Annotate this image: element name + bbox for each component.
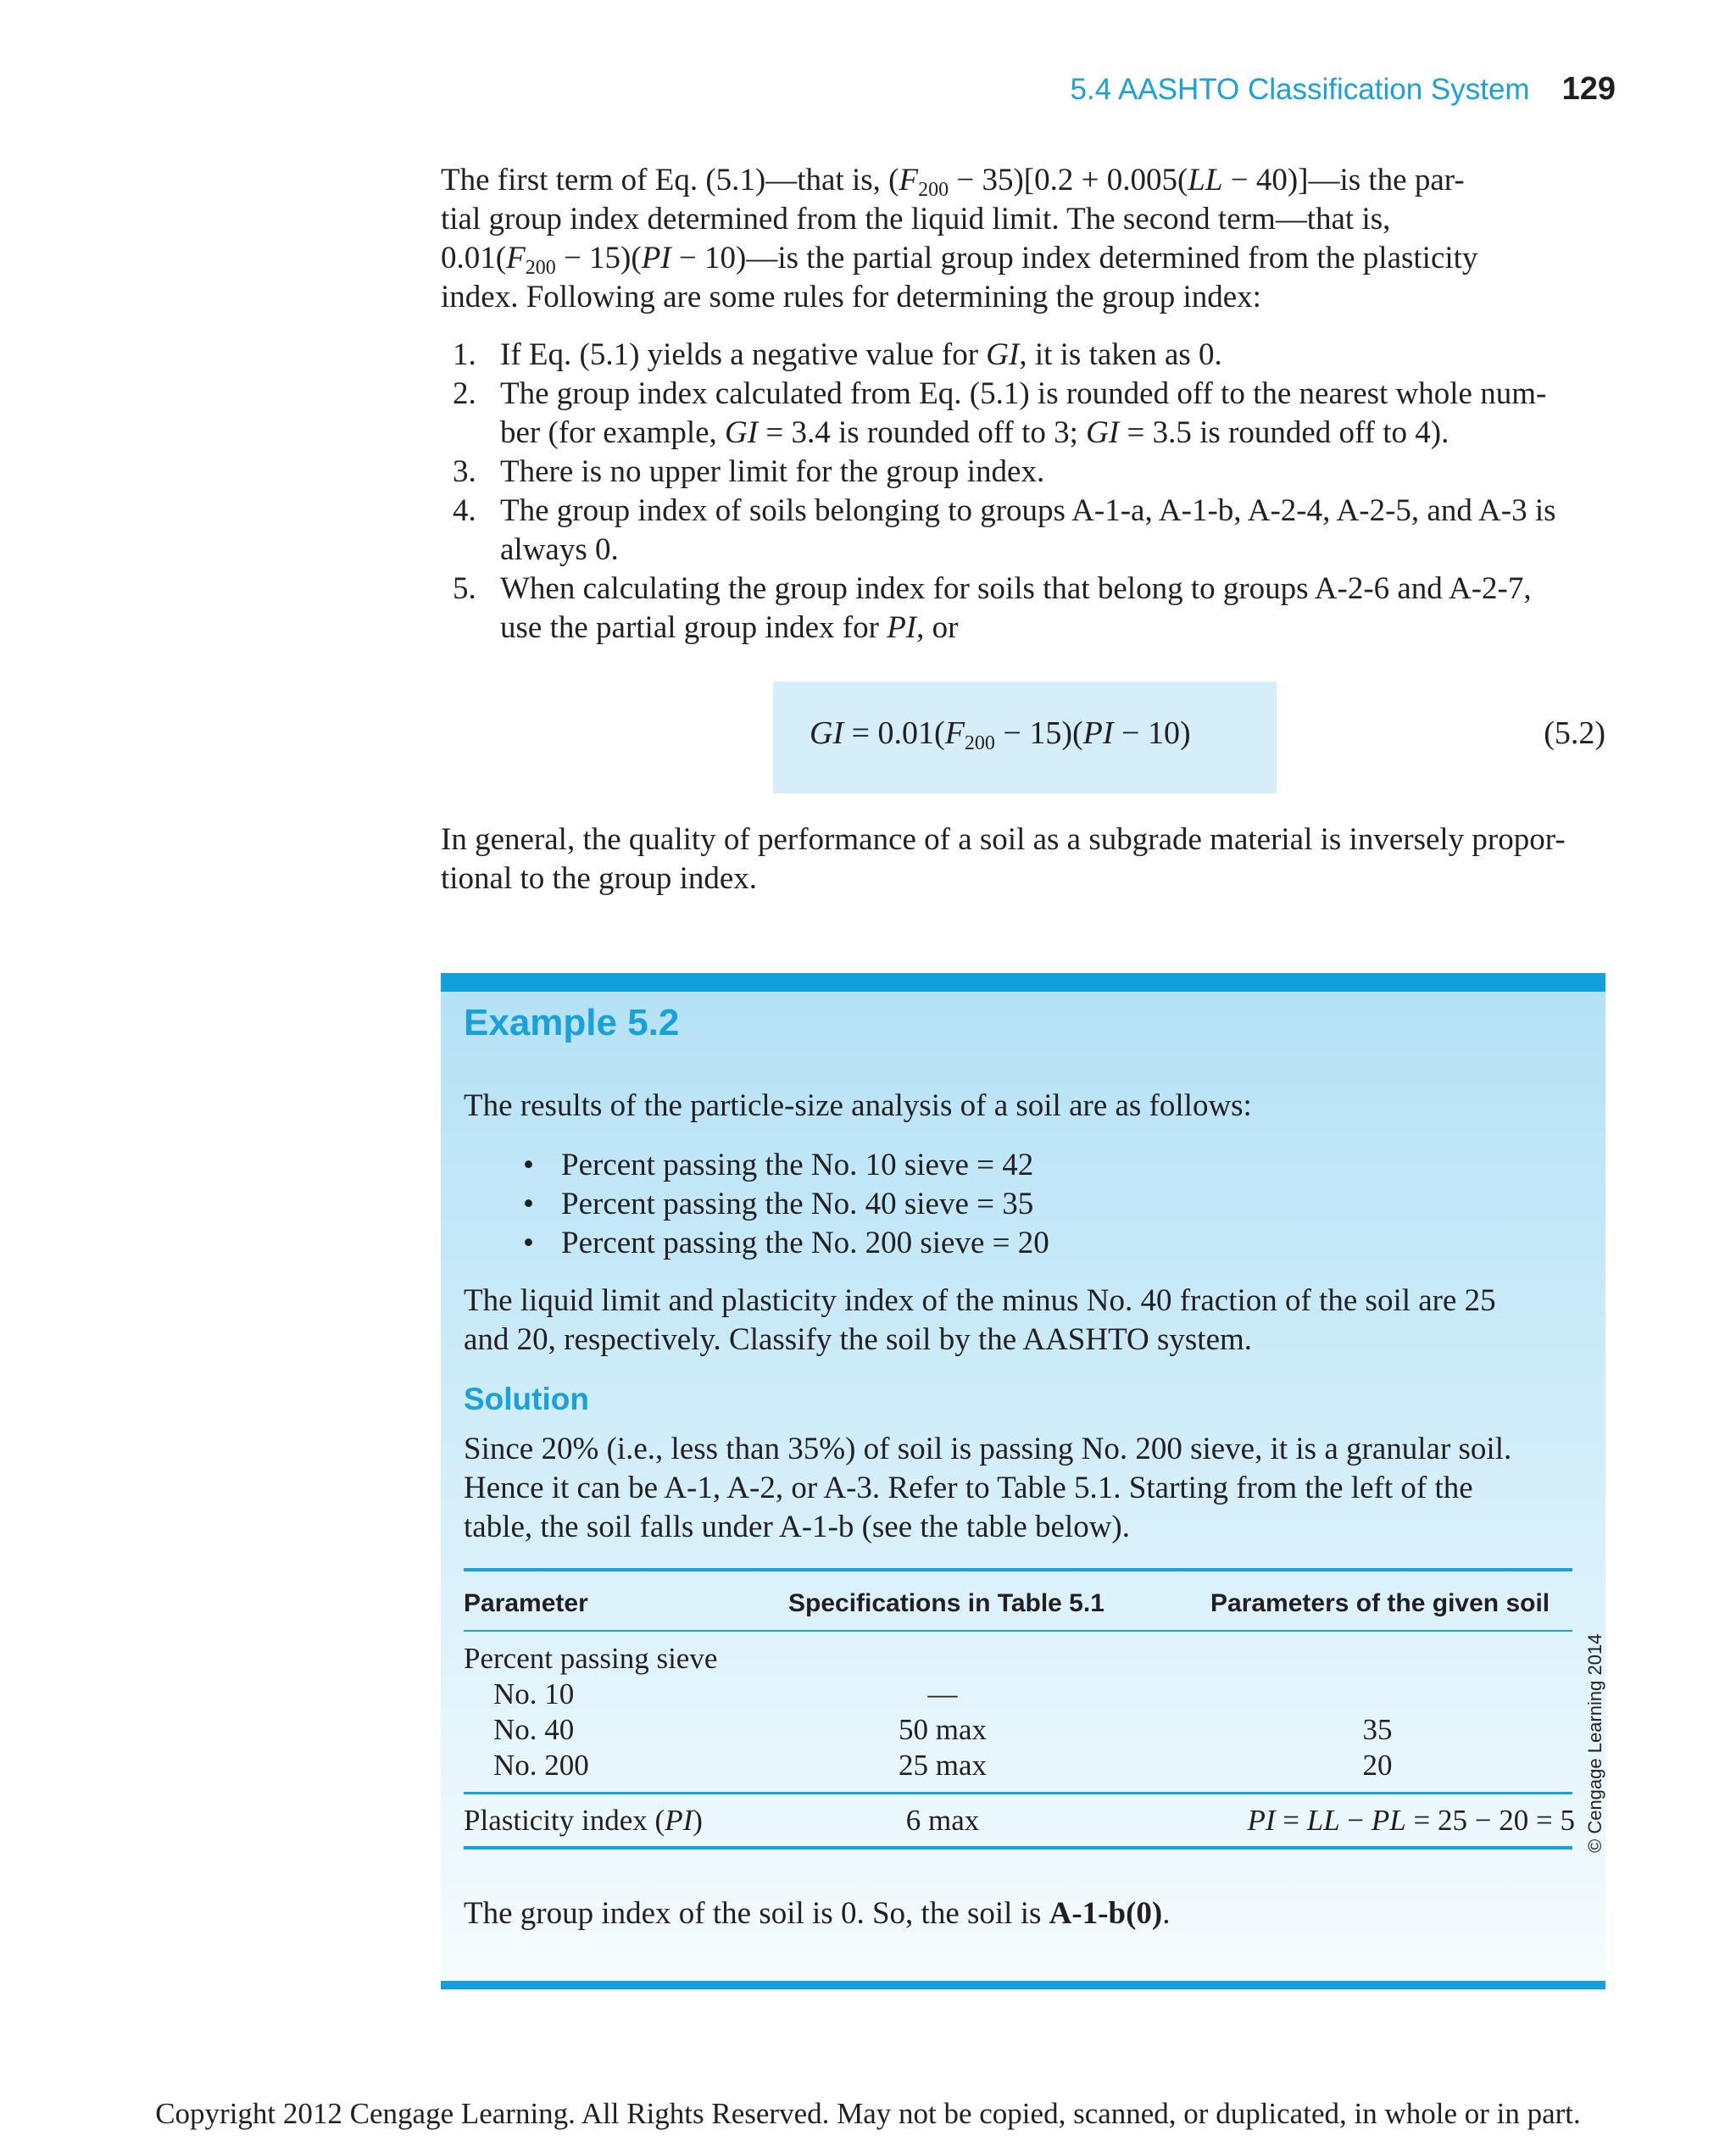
table-header-parameter: Parameter [464,1589,588,1617]
intro-line-1: The first term of Eq. (5.1)—that is, $(F_{200} - 35)[0.2 + 0.005(LL$ − 40)]—is the par- [441,163,1465,201]
table-cell-pi-spec: 6 max [905,1804,980,1837]
table-cell-param: No. 200 [493,1749,589,1782]
example-bottom-bar [441,1981,1605,1989]
table-cell-spec: 25 max [898,1749,987,1782]
intro-line-4: index. Following are some rules for determining the group index: [441,280,1261,314]
solution-paragraph: Since 20% (i.e., less than 35%) of soil is passing No. 200 sieve, it is a granular soil. Hence it can be A-1, A-2, or A-3. Refer to Table 5.1. Starting from the left of the table, the soil falls under A-1-b (see the table below). [464,1432,1512,1544]
table-cell-pi-given: PI = LL − PL = 25 − 20 = 5 [1247,1804,1575,1837]
table-group-label: Percent passing sieve [464,1642,718,1675]
table-cell-param: No. 40 [493,1713,575,1746]
section-title: 5.4 AASHTO Classification System [1070,73,1530,106]
rule-item: 3. There is no upper limit for the group index. [453,454,1045,489]
general-line-2: tional to the group index. [441,861,758,896]
group-index-rules [441,336,1605,648]
sieve-results-list [464,1146,1049,1263]
table-header-specifications: Specifications in Table 5.1 [788,1589,1104,1617]
rule-item: 2. The group index calculated from Eq. (5.1) is rounded off to the nearest whole num- ber (for example, GI = 3.4 is rounded off to 3; GI = 3.5 is rounded off to 4). [453,376,1547,450]
list-item: • Percent passing the No. 200 sieve = 20 [523,1226,1049,1260]
table-header-given: Parameters of the given soil [1210,1589,1550,1617]
list-item: • Percent passing the No. 10 sieve = 42 [523,1148,1034,1182]
example-intro: The results of the particle-size analysis of a soil are as follows: [464,1088,1252,1123]
copyright-footer: Copyright 2012 Cengage Learning. All Rights Reserved. May not be copied, scanned, or duplicated, in whole or in part. [155,2097,1581,2130]
list-item: • Percent passing the No. 40 sieve = 35 [523,1187,1034,1221]
general-line-1: In general, the quality of performance of a soil as a subgrade material is inversely propor- [441,822,1566,857]
page-number: 129 [1561,71,1616,107]
table-cell-pi-param: Plasticity index (PI) [464,1804,703,1837]
table-header-rule [464,1630,1572,1632]
intro-line-2: tial group index determined from the liquid limit. The second term—that is, [441,202,1391,236]
table-cell-spec: 50 max [898,1713,987,1746]
example-title: Example 5.2 [464,1002,680,1043]
table-cell-spec: — [927,1677,958,1710]
equation-5-2: GI = $0.01(F_{200} - 15)(PI - 10)$ [810,715,1191,754]
table-top-rule [464,1568,1572,1571]
intro-line-3: $0.01(F_{200} - 15)(PI$ − 10)—is the partial group index determined from the plasticity [441,241,1478,279]
table-cell-param: No. 10 [493,1677,575,1710]
rule-item: 1. If Eq. (5.1) yields a negative value for GI, it is taken as 0. [453,337,1222,372]
table-row-rule [464,1792,1572,1794]
table-cell-given: 35 [1362,1713,1393,1746]
rule-item: 5. When calculating the group index for soils that belong to groups A-2-6 and A-2-7, use the partial group index for PI, or [453,571,1532,645]
general-paragraph [441,820,1605,898]
solution-heading: Solution [464,1382,589,1416]
example-problem-paragraph: The liquid limit and plasticity index of the minus No. 40 fraction of the soil are 25 and 20, respectively. Classify the soil by the AASHTO system. [464,1283,1496,1357]
table-cell-given: 20 [1362,1749,1393,1782]
equation-number: (5.2) [1544,715,1605,751]
running-header [1071,71,1616,108]
example-top-bar [441,973,1605,992]
example-conclusion: The group index of the soil is 0. So, the soil is A-1-b(0). [464,1896,1171,1931]
rule-item: 4. The group index of soils belonging to groups A-1-a, A-1-b, A-2-4, A-2-5, and A-3 is always 0. [453,493,1556,567]
table-bottom-rule [464,1846,1572,1849]
image-credit: © Cengage Learning 2014 [1584,1633,1605,1853]
intro-paragraph [441,161,1605,317]
